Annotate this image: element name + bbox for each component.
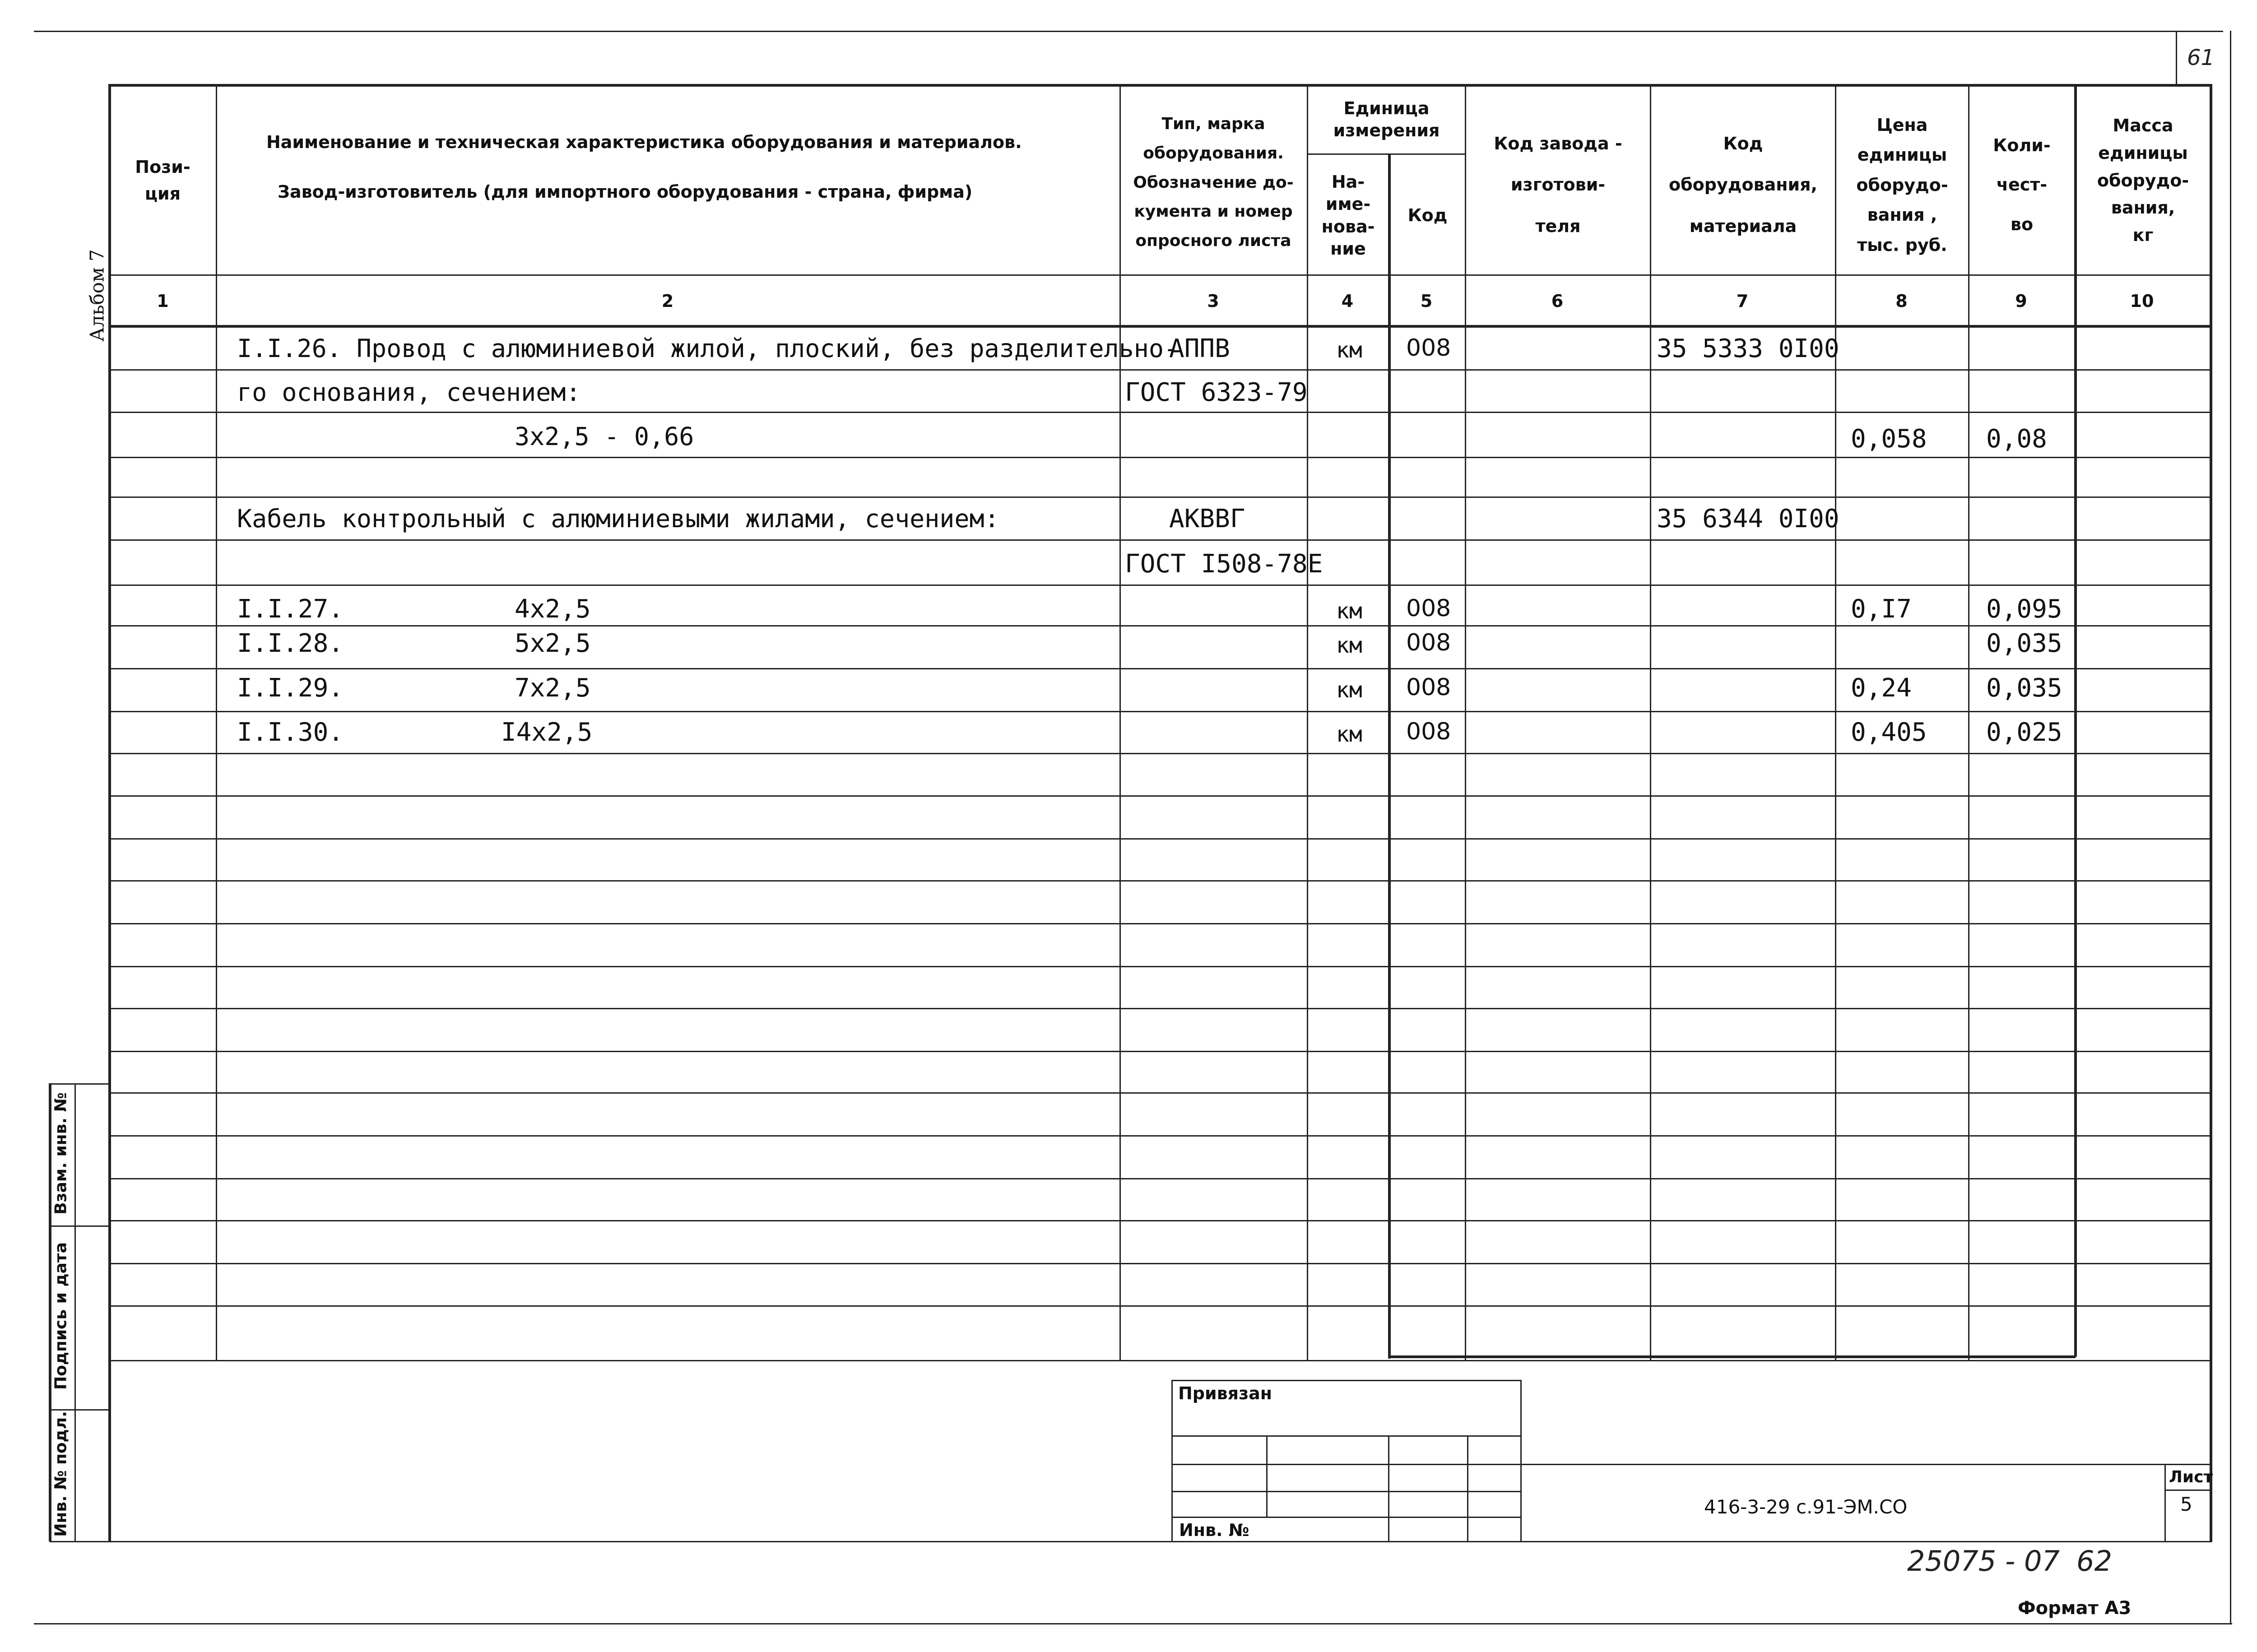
header-name-line2: Завод-изготовитель (для импортного оборудования - страна, фирма) bbox=[278, 181, 973, 202]
table-top-border bbox=[108, 84, 2212, 87]
row-2-name: го основания, сечением: bbox=[237, 378, 581, 407]
row-line bbox=[108, 923, 2210, 924]
row-8-code: 008 bbox=[1406, 629, 1451, 656]
row-line bbox=[108, 625, 2210, 626]
side-label-podpis-data: Подпись и дата bbox=[51, 1242, 70, 1390]
privyazan-grid-line bbox=[1171, 1435, 1521, 1437]
row-3-quantity: 0,08 bbox=[1986, 424, 2047, 454]
row-line bbox=[108, 1092, 2210, 1094]
table-body-bottom-left bbox=[108, 1360, 2210, 1361]
row-10-unit: км bbox=[1336, 722, 1362, 747]
row-line bbox=[108, 1008, 2210, 1009]
row-9-code: 008 bbox=[1406, 674, 1451, 701]
sheet-corner-number: 61 bbox=[2187, 45, 2215, 70]
row-5-type: АКВВГ bbox=[1169, 504, 1245, 534]
corner-box-divider bbox=[2176, 31, 2177, 84]
row-line bbox=[108, 966, 2210, 967]
row-8-unit: км bbox=[1336, 633, 1362, 658]
header-unit-group: Единица измерения bbox=[1333, 98, 1440, 140]
title-block-top bbox=[1520, 1464, 2211, 1465]
column-number-3: 3 bbox=[1207, 291, 1219, 311]
row-line bbox=[108, 369, 2210, 371]
row-line bbox=[108, 880, 2210, 882]
row-8-quantity: 0,035 bbox=[1986, 629, 2062, 658]
row-line bbox=[108, 753, 2210, 754]
row-line bbox=[108, 1051, 2210, 1052]
row-line bbox=[108, 1178, 2210, 1179]
row-line bbox=[108, 497, 2210, 498]
row-line bbox=[108, 1135, 2210, 1137]
handwritten-number: 25075 - 07 bbox=[1907, 1545, 2060, 1578]
row-8-size: 5х2,5 bbox=[515, 629, 591, 658]
header-quantity: Коли- чест- во bbox=[1993, 135, 2051, 234]
privyazan-box-right bbox=[1520, 1380, 1522, 1542]
privyazan-grid-col bbox=[1388, 1435, 1389, 1541]
row-10-position: I.I.30. bbox=[237, 718, 344, 747]
table-right-border bbox=[2210, 84, 2212, 1542]
row-line bbox=[108, 539, 2210, 541]
sheet-box-left bbox=[2164, 1464, 2166, 1542]
column-numbers-top-line bbox=[108, 274, 2210, 276]
side-label-vzam-inv: Взам. инв. № bbox=[51, 1092, 70, 1215]
header-unit-mass: Масса единицы оборудо- вания, кг bbox=[2097, 116, 2189, 246]
privyazan-box-left bbox=[1171, 1380, 1173, 1542]
row-line bbox=[108, 711, 2210, 712]
album-label: Альбом 7 bbox=[86, 249, 108, 342]
row-line bbox=[108, 795, 2210, 797]
header-equipment-code: Код оборудования, материала bbox=[1669, 134, 1817, 236]
column-number-7: 7 bbox=[1736, 291, 1749, 311]
sheet-box-divider bbox=[2164, 1490, 2210, 1491]
sheet-number: 5 bbox=[2180, 1493, 2192, 1515]
privyazan-grid-line bbox=[1171, 1491, 1521, 1492]
row-line bbox=[108, 585, 2210, 586]
column-number-2: 2 bbox=[661, 291, 674, 311]
row-7-position: I.I.27. bbox=[237, 594, 344, 624]
sheet-label: Лист bbox=[2169, 1468, 2213, 1486]
row-line bbox=[108, 1305, 2210, 1307]
header-unit-name: На- име- нова- ние bbox=[1321, 172, 1375, 259]
row-7-code: 008 bbox=[1406, 595, 1451, 622]
privyazan-box-top bbox=[1171, 1380, 1521, 1381]
header-unit-price: Цена единицы оборудо- вания , тыс. руб. bbox=[1856, 115, 1948, 255]
privyazan-grid-col bbox=[1266, 1435, 1268, 1517]
frame-right-edge bbox=[2230, 31, 2231, 1624]
frame-bottom-line bbox=[34, 1623, 2232, 1624]
frame-top-line bbox=[34, 31, 2223, 32]
row-9-size: 7х2,5 bbox=[515, 673, 591, 703]
row-1-equipment-code: 35 5333 0I00 bbox=[1657, 334, 1839, 363]
header-position: Пози- ция bbox=[135, 157, 190, 204]
row-1-name: I.I.26. Провод с алюминиевой жилой, плоский, без разделительно- bbox=[237, 334, 1179, 363]
row-1-code: 008 bbox=[1406, 334, 1451, 362]
privyazan-label: Привязан bbox=[1178, 1383, 1272, 1403]
row-7-quantity: 0,095 bbox=[1986, 594, 2062, 624]
privyazan-grid-line bbox=[1171, 1517, 1521, 1518]
header-unit-code: Код bbox=[1407, 205, 1448, 226]
format-label: Формат А3 bbox=[2018, 1598, 2132, 1619]
row-7-size: 4х2,5 bbox=[515, 594, 591, 624]
side-stamp-middle bbox=[74, 1083, 76, 1541]
header-type-mark: Тип, марка оборудования. Обозначение до- кумента и номер опросного листа bbox=[1133, 115, 1294, 251]
row-9-price: 0,24 bbox=[1851, 673, 1912, 703]
column-number-9: 9 bbox=[2015, 291, 2027, 311]
side-stamp-left bbox=[49, 1083, 51, 1541]
row-10-code: 008 bbox=[1406, 718, 1451, 745]
unit-group-divider bbox=[1307, 153, 1465, 155]
row-7-unit: км bbox=[1336, 599, 1362, 624]
document-code: 416-3-29 с.91-ЭМ.СО bbox=[1704, 1496, 1908, 1518]
header-name-line1: Наименование и техническая характеристика оборудования и материалов. bbox=[266, 132, 1022, 152]
drawing-bottom-border bbox=[50, 1541, 2212, 1542]
row-6-type: ГОСТ I508-78Е bbox=[1125, 549, 1323, 579]
row-8-position: I.I.28. bbox=[237, 629, 344, 658]
header-plant-code: Код завода - изготови- теля bbox=[1494, 134, 1622, 236]
privyazan-grid-line bbox=[1171, 1464, 1521, 1465]
row-1-type: АППВ bbox=[1169, 334, 1230, 363]
inv-no-label: Инв. № bbox=[1179, 1520, 1249, 1540]
row-line bbox=[108, 457, 2210, 458]
row-line bbox=[108, 838, 2210, 840]
row-3-price: 0,058 bbox=[1851, 424, 1927, 454]
row-1-unit: км bbox=[1336, 338, 1362, 363]
column-number-5: 5 bbox=[1420, 291, 1433, 311]
column-number-10: 10 bbox=[2130, 291, 2154, 311]
row-5-name: Кабель контрольный с алюминиевыми жилами, сечением: bbox=[237, 504, 999, 533]
row-2-type: ГОСТ 6323-79 bbox=[1125, 378, 1308, 407]
side-label-inv-podl: Инв. № подл. bbox=[51, 1411, 70, 1537]
handwritten-page: 62 bbox=[2076, 1545, 2112, 1578]
row-line bbox=[108, 1263, 2210, 1264]
row-10-price: 0,405 bbox=[1851, 718, 1927, 747]
row-9-quantity: 0,035 bbox=[1986, 673, 2062, 703]
row-9-position: I.I.29. bbox=[237, 673, 344, 703]
row-line bbox=[108, 1220, 2210, 1221]
row-line bbox=[108, 412, 2210, 413]
column-number-1: 1 bbox=[157, 291, 169, 311]
column-number-6: 6 bbox=[1551, 291, 1564, 311]
row-9-unit: км bbox=[1336, 678, 1362, 703]
row-7-price: 0,I7 bbox=[1851, 594, 1912, 624]
row-line bbox=[108, 668, 2210, 669]
table-body-bottom bbox=[1388, 1355, 2076, 1358]
row-10-quantity: 0,025 bbox=[1986, 718, 2062, 747]
column-number-4: 4 bbox=[1341, 291, 1354, 311]
column-number-8: 8 bbox=[1895, 291, 1908, 311]
row-5-equipment-code: 35 6344 0I00 bbox=[1657, 504, 1839, 534]
row-10-size: I4х2,5 bbox=[501, 718, 593, 747]
privyazan-grid-col bbox=[1467, 1435, 1468, 1541]
row-3-size: 3х2,5 - 0,66 bbox=[515, 422, 694, 451]
